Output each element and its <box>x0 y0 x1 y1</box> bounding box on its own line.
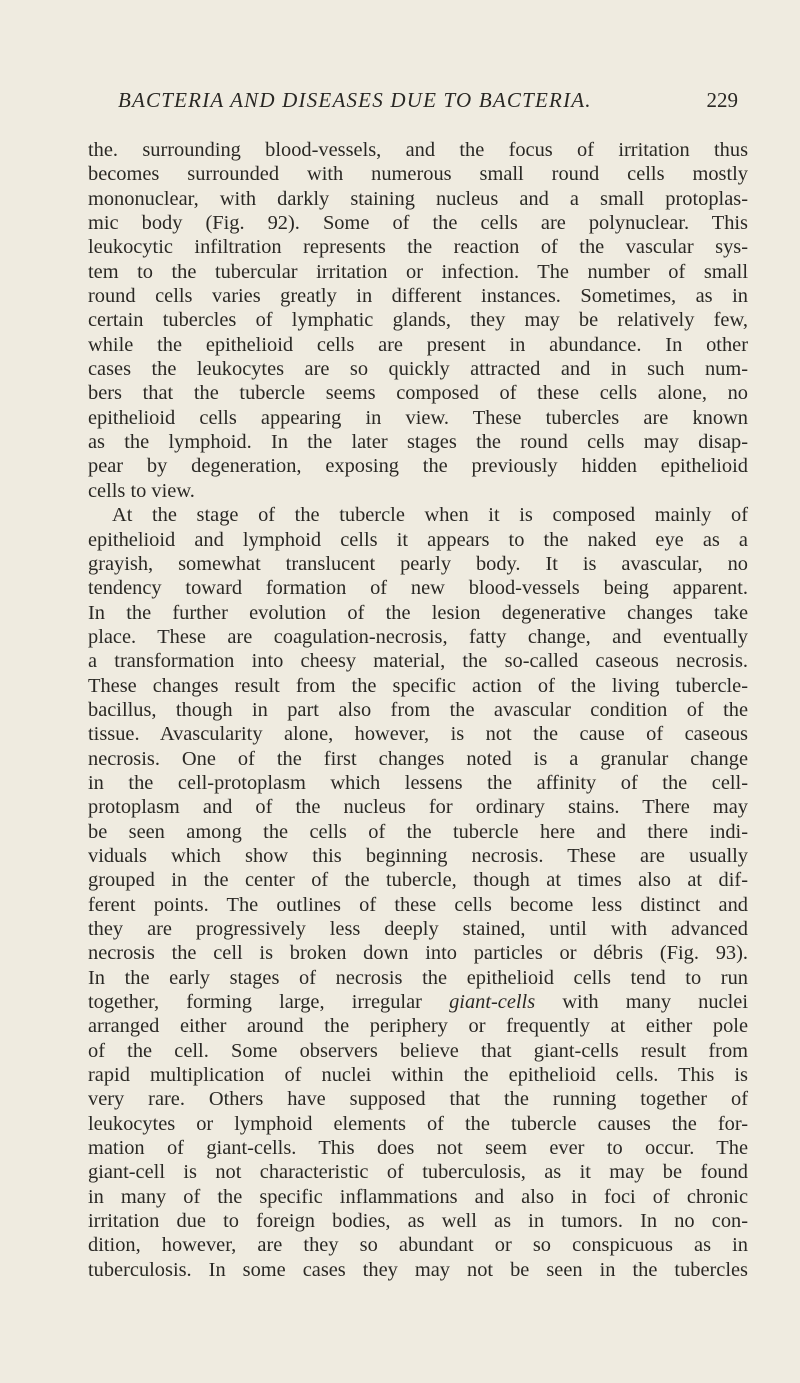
text-line: irritation due to foreign bodies, as well as in tumors. In no con- <box>88 1210 748 1233</box>
text-run: with many nuclei <box>562 991 748 1014</box>
page-number: 229 <box>706 88 738 112</box>
text-line: leukocytes or lymphoid elements of the tubercle causes the for- <box>88 1112 748 1135</box>
text-line: be seen among the cells of the tubercle here and there indi- <box>88 820 748 843</box>
text-line: giant-cell is not characteristic of tuberculosis, as it may be found <box>88 1161 748 1184</box>
text-line: place. These are coagulation-necrosis, fatty change, and eventually <box>88 625 748 648</box>
text-line-with-italic <box>88 990 748 1014</box>
text-line: grayish, somewhat translucent pearly body. It is avascular, no <box>88 552 748 575</box>
text-line: becomes surrounded with numerous small round cells mostly <box>88 163 748 186</box>
text-line: protoplasm and of the nucleus for ordinary stains. There may <box>88 796 748 819</box>
paragraph-start-line: At the stage of the tubercle when it is composed mainly of <box>112 504 748 527</box>
text-line: tem to the tubercular irritation or infection. The number of small <box>88 260 748 283</box>
text-line: In the early stages of necrosis the epithelioid cells tend to run <box>88 966 748 989</box>
italic-term: giant-cells <box>449 991 536 1014</box>
text-line: as the lymphoid. In the later stages the round cells may disap- <box>88 431 748 454</box>
text-line: while the epithelioid cells are present in abundance. In other <box>88 333 748 356</box>
text-line: dition, however, are they so abundant or so conspicuous as in <box>88 1234 748 1257</box>
text-line: leukocytic infiltration represents the reaction of the vascular sys- <box>88 236 748 259</box>
text-line: rapid multiplication of nuclei within the epithelioid cells. This is <box>88 1064 748 1087</box>
text-line: arranged either around the periphery or frequently at either pole <box>88 1015 748 1038</box>
text-line: ferent points. The outlines of these cells become less distinct and <box>88 893 748 916</box>
text-line: very rare. Others have supposed that the running together of <box>88 1088 748 1111</box>
text-line: necrosis. One of the first changes noted is a granular change <box>88 747 748 770</box>
text-line: pear by degeneration, exposing the previously hidden epithelioid <box>88 455 748 478</box>
text-line: in many of the specific inflammations and also in foci of chronic <box>88 1185 748 1208</box>
text-line: mation of giant-cells. This does not seem ever to occur. The <box>88 1137 748 1160</box>
text-line: necrosis the cell is broken down into particles or débris (Fig. 93). <box>88 942 748 965</box>
body-text <box>88 138 748 1282</box>
text-line: the. surrounding blood-vessels, and the focus of irritation thus <box>88 139 748 161</box>
text-line: bacillus, though in part also from the avascular condition of the <box>88 698 748 721</box>
text-line: mononuclear, with darkly staining nucleus and a small protoplas- <box>88 187 748 210</box>
text-run: together, forming large, irregular <box>88 991 422 1014</box>
text-line: round cells varies greatly in different instances. Sometimes, as in <box>88 285 748 308</box>
text-line: epithelioid cells appearing in view. These tubercles are known <box>88 406 748 429</box>
text-line: tuberculosis. In some cases they may not be seen in the tubercles <box>88 1258 748 1281</box>
text-line: In the further evolution of the lesion degenerative changes take <box>88 601 748 624</box>
text-line: tendency toward formation of new blood-vessels being apparent. <box>88 577 748 600</box>
text-line: grouped in the center of the tubercle, though at times also at dif- <box>88 869 748 892</box>
running-head <box>118 88 738 118</box>
text-line: certain tubercles of lymphatic glands, they may be relatively few, <box>88 309 748 332</box>
running-title: BACTERIA AND DISEASES DUE TO BACTERIA. <box>118 88 592 112</box>
text-line: a transformation into cheesy material, the so-called caseous necrosis. <box>88 650 748 673</box>
text-line: cases the leukocytes are so quickly attracted and in such num- <box>88 358 748 381</box>
text-line: mic body (Fig. 92). Some of the cells are polynuclear. This <box>88 212 748 235</box>
text-line: bers that the tubercle seems composed of these cells alone, no <box>88 382 748 405</box>
text-line: in the cell-protoplasm which lessens the affinity of the cell- <box>88 771 748 794</box>
text-line: of the cell. Some observers believe that giant-cells result from <box>88 1039 748 1062</box>
text-line: epithelioid and lymphoid cells it appears to the naked eye as a <box>88 528 748 551</box>
text-line: cells to view. <box>88 479 195 502</box>
text-line: viduals which show this beginning necrosis. These are usually <box>88 844 748 867</box>
text-line: tissue. Avascularity alone, however, is not the cause of caseous <box>88 723 748 746</box>
text-line: These changes result from the specific action of the living tubercle- <box>88 674 748 697</box>
text-line: they are progressively less deeply stained, until with advanced <box>88 918 748 940</box>
